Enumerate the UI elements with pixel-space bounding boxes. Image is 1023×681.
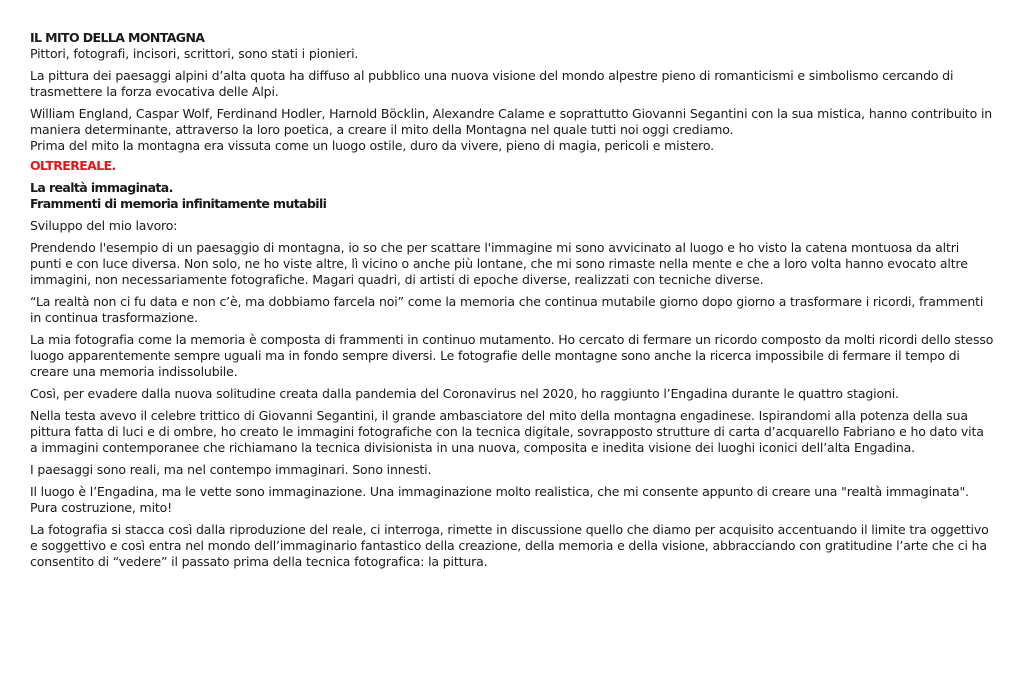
paragraph: Prima del mito la montagna era vissuta come un luogo ostile, duro da vivere, pieno di magia, pericoli e mistero. — [30, 138, 714, 153]
paragraph: I paesaggi sono reali, ma nel contempo immaginari. Sono innesti. — [30, 462, 432, 477]
section-title: IL MITO DELLA MONTAGNA — [30, 30, 205, 45]
paragraph: Il luogo è l’Engadina, ma le vette sono immaginazione. Una immaginazione molto realistica, che mi consente appunto di creare una "realtà immaginata". Pura costruzione, mito! — [30, 484, 969, 515]
paragraph: La mia fotografia come la memoria è composta di frammenti in continuo mutamento. Ho cercato di fermare un ricordo composto da molti ricordi dello stesso luogo apparentemente sempre uguali ma in fondo sempre diversi. Le fotografie delle montagne sono anche la ricerca impossibile di fermare il tempo di creare una memoria indissolubile. — [30, 332, 994, 379]
paragraph: Così, per evadere dalla nuova solitudine creata dalla pandemia del Coronavirus nel 2020, ho raggiunto l’Engadina durante le quattro stagioni. — [30, 386, 899, 401]
document-body — [30, 30, 994, 570]
subtitle: Frammenti di memoria infinitamente mutabili — [30, 196, 327, 211]
paragraph: “La realtà non ci fu data e non c’è, ma dobbiamo farcela noi” come la memoria che continua mutabile giorno dopo giorno a trasformare i ricordi, frammenti in continua trasformazione. — [30, 294, 984, 325]
paragraph: Nella testa avevo il celebre trittico di Giovanni Segantini, il grande ambasciatore del mito della montagna engadinese. Ispirandomi alla potenza della sua pittura fatta di luci e di ombre, ho creato le immagini fotografiche con la tecnica digitale, sovrapposto strutture di carta d’acquarello Fabriano e ho dato vita a immagini contemporanee che richiamano la tecnica divisionista in una nuova, composita e inedita visione dei luoghi iconici dell’alta Engadina. — [30, 408, 984, 455]
paragraph: Prendendo l'esempio di un paesaggio di montagna, io so che per scattare l'immagine mi sono avvicinato al luogo e ho visto la catena montuosa da altri punti e con luce diversa. Non solo, ne ho viste altre, lì vicino o anche più lontane, che mi sono rimaste nella mente e che a loro volta hanno evocato altre immagini, non necessariamente fotografiche. Magari quadri, di artisti di epoche diverse, realizzati con tecniche diverse. — [30, 240, 968, 287]
paragraph: La pittura dei paesaggi alpini d’alta quota ha diffuso al pubblico una nuova visione del mondo alpestre pieno di romanticismi e simbolismo cercando di trasmettere la forza evocativa delle Alpi. — [30, 68, 954, 99]
subtitle: La realtà immaginata. — [30, 180, 173, 195]
paragraph: William England, Caspar Wolf, Ferdinand Hodler, Harnold Böcklin, Alexandre Calame e soprattutto Giovanni Segantini con la sua mistica, hanno contribuito in maniera determinante, attraverso la loro poetica, a creare il mito della Montagna nel quale tutti noi oggi crediamo. — [30, 106, 993, 137]
intro-line: Sviluppo del mio lavoro: — [30, 218, 178, 233]
paragraph: La fotografia si stacca così dalla riproduzione del reale, ci interroga, rimette in discussione quello che diamo per acquisito accentuando il limite tra oggettivo e soggettivo e così entra nel mondo dell’immaginario fantastico della creazione, della memoria e della visione, abbracciando con gratitudine l’arte che ci ha consentito di “vedere” il passato prima della tecnica fotografica: la pittura. — [30, 522, 989, 569]
intro-line: Pittori, fotografi, incisori, scrittori, sono stati i pionieri. — [30, 46, 359, 61]
section-heading-oltrereale: OLTREREALE. — [30, 158, 116, 173]
